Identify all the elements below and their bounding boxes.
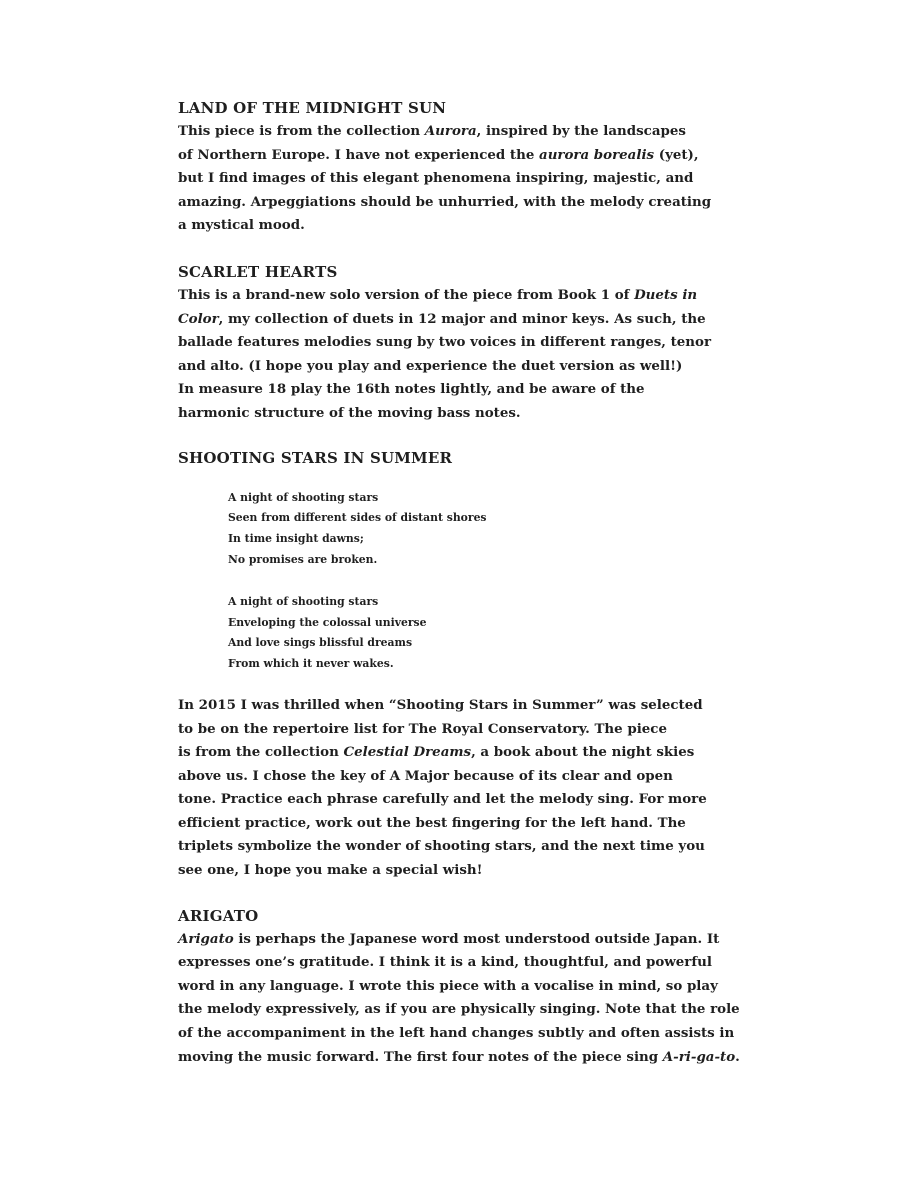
- paragraph-line: [178, 975, 738, 999]
- text-run: see one, I hope you make a special wish!: [178, 862, 483, 879]
- poem-line: Seen from different sides of distant shores: [228, 511, 487, 525]
- text-run: is from the collection: [178, 744, 344, 761]
- section-paragraph: [178, 284, 738, 426]
- text-run: of the accompaniment in the left hand changes subtly and often assists in: [178, 1025, 735, 1042]
- text-run: the melody expressively, as if you are physically singing. Note that the role: [178, 1001, 740, 1018]
- paragraph-line: [178, 214, 738, 238]
- paragraph-line: [178, 718, 738, 742]
- text-run: is perhaps the Japanese word most understood outside Japan. It: [233, 930, 720, 947]
- paragraph-line: [178, 694, 738, 718]
- text-run: amazing. Arpeggiations should be unhurried, with the melody creating: [178, 193, 712, 210]
- paragraph-line: [178, 167, 738, 191]
- document-page: [178, 96, 738, 1069]
- paragraph-line: [178, 1022, 738, 1046]
- text-run: , inspired by the landscapes: [476, 123, 686, 139]
- text-run: expresses one’s gratitude. I think it is a kind, thoughtful, and powerful: [178, 954, 712, 971]
- paragraph-line: [178, 835, 738, 859]
- text-run: ballade features melodies sung by two voices in different ranges, tenor: [178, 334, 712, 351]
- text-run: This is a brand-new solo version of the piece from Book 1 of: [178, 286, 635, 303]
- text-run: word in any language. I wrote this piece with a vocalise in mind, so play: [178, 977, 718, 994]
- paragraph-line: [178, 812, 738, 836]
- section-paragraph: [178, 120, 738, 238]
- text-run: tone. Practice each phrase carefully and let the melody sing. For more: [178, 791, 707, 808]
- paragraph-line: [178, 765, 738, 789]
- paragraph-line: [178, 402, 738, 426]
- section-paragraph: [178, 694, 738, 883]
- text-run: moving the music forward. The first four notes of the piece sing: [178, 1048, 663, 1065]
- section-heading: LAND OF THE MIDNIGHT SUN: [178, 99, 447, 117]
- paragraph-line: [178, 928, 738, 952]
- text-run: of Northern Europe. I have not experienced the: [178, 146, 540, 163]
- poem: [228, 488, 738, 675]
- italic-title: aurora borealis: [539, 146, 655, 163]
- text-run: In 2015 I was thrilled when “Shooting Stars in Summer” was selected: [178, 696, 703, 713]
- text-run: This piece is from the collection: [178, 123, 425, 139]
- paragraph-line: [178, 1046, 738, 1070]
- section-shooting-stars-in-summer: [178, 446, 738, 883]
- paragraph-line: [178, 378, 738, 402]
- text-run: , a book about the night skies: [471, 744, 695, 761]
- poem-stanza: [228, 592, 738, 675]
- paragraph-line: [178, 741, 738, 765]
- italic-title: Aurora: [424, 123, 477, 139]
- paragraph-line: [178, 331, 738, 355]
- section-heading: SCARLET HEARTS: [178, 262, 338, 281]
- text-run: .: [735, 1048, 740, 1065]
- text-run: to be on the repertoire list for The Royal Conservatory. The piece: [178, 720, 667, 737]
- poem-line: Enveloping the colossal universe: [228, 615, 427, 629]
- section-land-of-the-midnight-sun: [178, 96, 738, 238]
- text-run: efficient practice, work out the best fingering for the left hand. The: [178, 814, 686, 831]
- paragraph-line: [178, 120, 738, 144]
- poem-line: A night of shooting stars: [228, 490, 379, 504]
- text-run: triplets symbolize the wonder of shooting stars, and the next time you: [178, 838, 705, 855]
- paragraph-line: [178, 788, 738, 812]
- poem-stanza: [228, 488, 738, 571]
- paragraph-line: [178, 859, 738, 883]
- section-paragraph: [178, 928, 738, 1070]
- poem-line: In time insight dawns;: [228, 532, 364, 546]
- paragraph-line: [178, 998, 738, 1022]
- section-arigato: [178, 904, 738, 1070]
- section-scarlet-hearts: [178, 260, 738, 426]
- italic-title: Celestial Dreams: [343, 744, 472, 761]
- paragraph-line: [178, 191, 738, 215]
- section-heading: ARIGATO: [178, 906, 259, 925]
- text-run: harmonic structure of the moving bass notes.: [178, 404, 521, 421]
- text-run: above us. I chose the key of A Major because of its clear and open: [178, 767, 673, 784]
- paragraph-line: [178, 144, 738, 168]
- paragraph-line: [178, 951, 738, 975]
- poem-line: A night of shooting stars: [228, 594, 379, 608]
- poem-line: From which it never wakes.: [228, 657, 394, 671]
- text-run: a mystical mood.: [178, 217, 305, 234]
- text-run: but I find images of this elegant phenomena inspiring, majestic, and: [178, 170, 694, 187]
- poem-line: No promises are broken.: [228, 552, 378, 566]
- italic-title: A-ri-ga-to: [662, 1048, 736, 1065]
- text-run: , my collection of duets in 12 major and minor keys. As such, the: [218, 310, 706, 327]
- section-heading: SHOOTING STARS IN SUMMER: [178, 448, 453, 467]
- paragraph-line: [178, 284, 738, 308]
- paragraph-line: [178, 308, 738, 332]
- poem-line: And love sings blissful dreams: [228, 636, 413, 650]
- paragraph-line: [178, 355, 738, 379]
- text-run: and alto. (I hope you play and experience the duet version as well!): [178, 357, 683, 374]
- text-run: (yet),: [654, 146, 699, 163]
- italic-title: Color: [178, 310, 219, 327]
- italic-title: Arigato: [178, 930, 234, 947]
- text-run: In measure 18 play the 16th notes lightly, and be aware of the: [178, 381, 645, 398]
- italic-title: Duets in: [634, 286, 698, 303]
